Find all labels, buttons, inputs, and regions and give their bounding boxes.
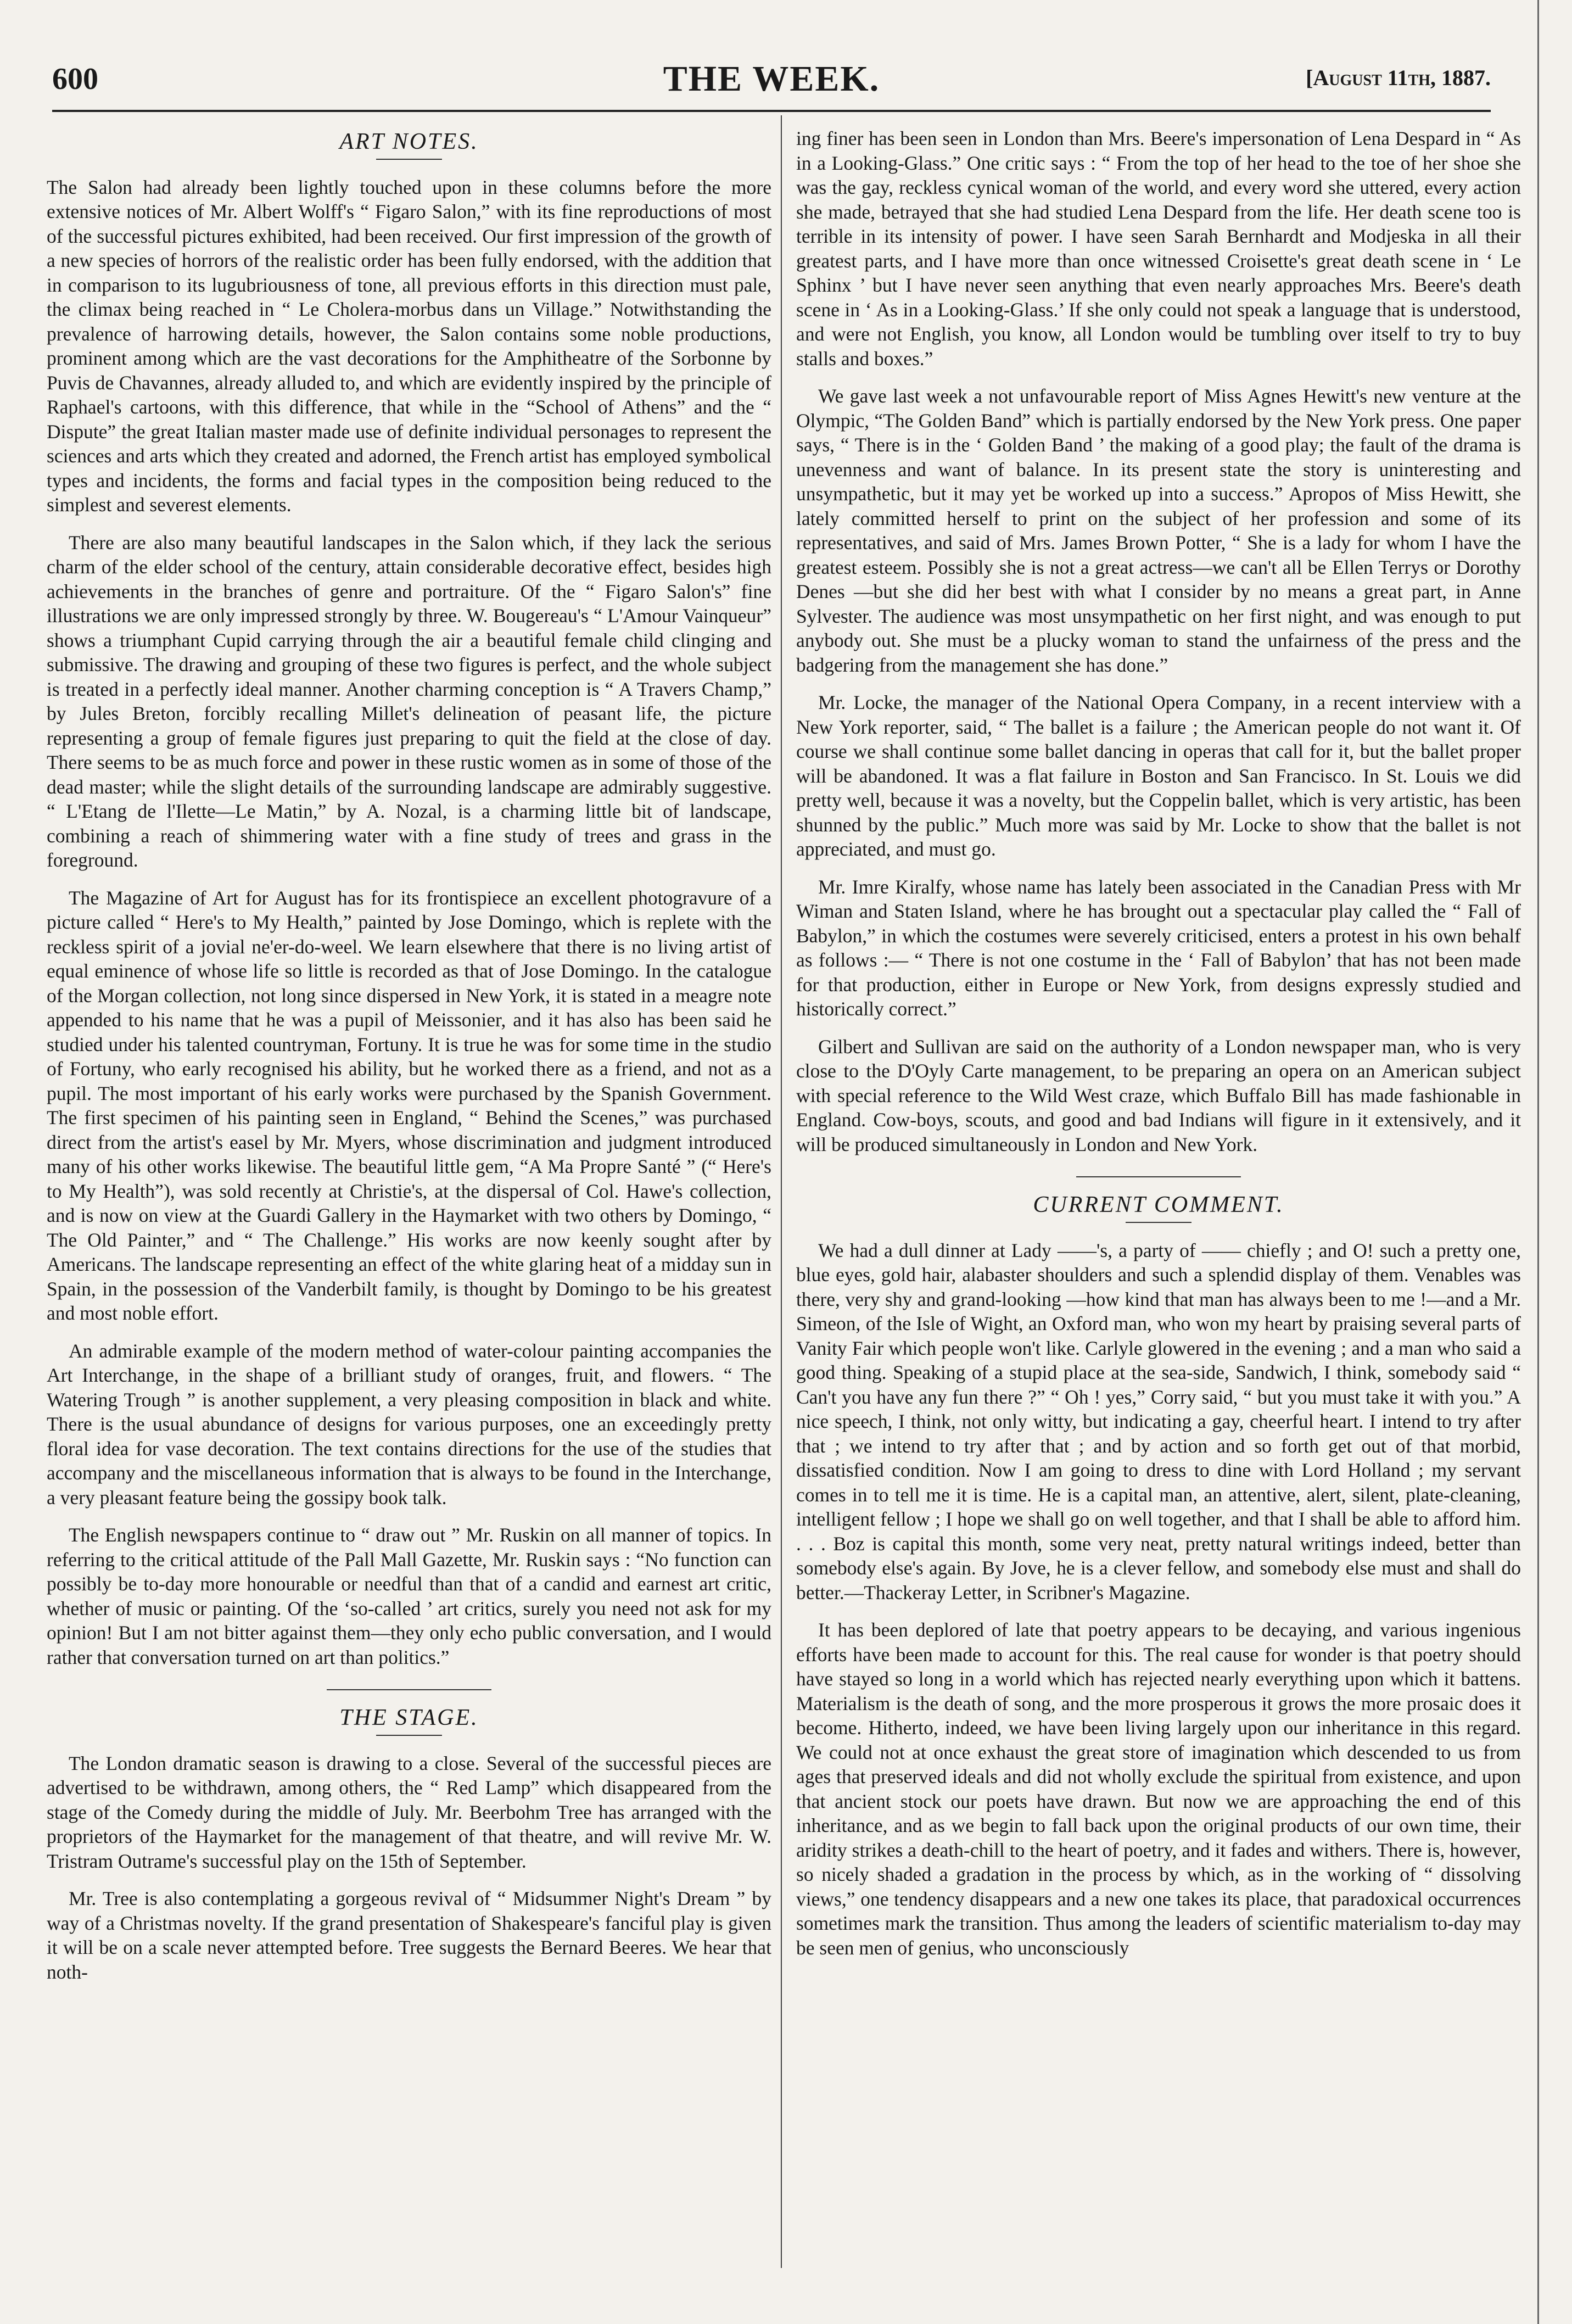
art-notes-title: ART NOTES. [339,129,479,154]
comment-paragraph: We had a dull dinner at Lady ——'s, a party of —— chiefly ; and O! such a pretty one, blue eyes, gold hair, alabaster shoulders and such a splendid display of them. Venables was there, very shy and grand-looking —how kind that man has always been to me !—and a Mr. Simeon, of the Isle of Wight, an Oxford man, who won my heart by praising several parts of Vanity Fair which people won't like. Carlyle glowered in the evening ; and a man who said a good thing. Speaking of a stupid place at the sea-side, Sandwich, I think, somebody said “ Can't you have any fun there ?” “ Oh ! yes,” Corry said, “ but you must take it with you.” A nice speech, I think, not only witty, but indicating a gay, cheerful heart. I intend to try after that ; we intend to try after that ; and by action and so forth get out of that morbid, dissatisfied condition. Now I am going to dress to dine with Lord Holland ; my servant comes in to tell me it is time. He is a capital man, an attentive, alert, silent, plate-cleaning, intelligent fellow ; I hope we shall go on well together, and that I shall be able to afford him. . . . Boz is capital this month, some very neat, pretty natural writings indeed, better than somebody else's again. By Jove, he is a clever fellow, and somebody else must and shall do better.—Thackeray Letter, in Scribner's Magazine. [796,1239,1521,1604]
section-rule [376,1735,442,1736]
section-rule [1126,1222,1191,1223]
journal-title: THE WEEK. [663,59,880,99]
right-column [796,126,1521,1973]
stage-paragraph: Mr. Tree is also contemplating a gorgeous revival of “ Midsummer Night's Dream ” by way of a Christmas novelty. If the grand presentation of Shakespeare's fanciful play is given it will be on a scale never attempted before. Tree suggests the Bernard Beeres. We hear that noth- [47,1887,771,1983]
column-divider [781,115,782,2268]
stage-paragraph: We gave last week a not unfavourable report of Miss Agnes Hewitt's new venture at the Olympic, “The Golden Band” which is partially endorsed by the New York press. One paper says, “ There is in the ‘ Golden Band ’ the making of a good play; the fault of the drama is unevenness and want of balance. In its present state the story is uninteresting and unsympathetic, but it may yet be worked up into a success.” Apropos of Miss Hewitt, she lately committed herself to print on the subject of her profession and some of its representatives, and said of Mrs. James Brown Potter, “ She is a lady for whom I have the greatest esteem. Possibly she is not a great actress—we can't all be Ellen Terrys or Dorothy Denes —but she did her best with what I consider by no means a great part, in Anne Sylvester. The audience was most unsympathetic on her first night, and was enough to put anybody out. She must be a plucky woman to stand the unfairness of the press and the badgering from the management she has done.” [796,385,1521,676]
section-divider [1076,1176,1241,1177]
stage-paragraph: The London dramatic season is drawing to a close. Several of the successful pieces are advertised to be withdrawn, among others, the “ Red Lamp” which disappeared from the stage of the Comedy during the middle of July. Mr. Beerbohm Tree has arranged with the proprietors of the Haymarket for the management of that theatre, and will revive Mr. W. Tristram Outrame's successful play on the 15th of September. [47,1752,771,1872]
page-number: 600 [52,62,98,96]
section-rule [376,159,442,160]
comment-paragraph: It has been deplored of late that poetry appears to be decaying, and various ingenious efforts have been made to account for this. The real cause for wonder is that poetry should have stayed so long in a world which has rejected nearly everything upon which it battens. Materialism is the death of song, and the more prosperous it grows the more prosaic does it become. Hitherto, indeed, we have been living largely upon our inheritance in this regard. We could not at once exhaust the great store of imagination which descended to us from ages that preserved ideals and did not wholly exclude the spiritual from existence, and upon that ancient stock our poets have drawn. But now we are approaching the end of this inheritance, and as we begin to fall back upon the original products of our own time, their aridity strikes a death-chill to the heart of poetry, and it fades and withers. There is, however, so nicely shaded a gradation in the process by which, as in the working of “ dissolving views,” one tendency disappears and a new one takes its place, that paradoxical occurrences sometimes mark the transition. Thus among the leaders of scientific materialism to-day may be seen men of genius, who unconsciously [796,1619,1521,1959]
current-comment-title: CURRENT COMMENT. [1033,1192,1284,1217]
the-stage-title: THE STAGE. [339,1705,479,1730]
header-rule [52,110,1491,112]
issue-date: [August 11th, 1887. [1306,65,1491,90]
art-notes-paragraph: The Salon had already been lightly touched upon in these columns before the more extensive notices of Mr. Albert Wolff's “ Figaro Salon,” with its fine reproductions of most of the successful pictures exhibited, had been received. Our first impression of the growth of a new species of horrors of the realistic order has been fully endorsed, with the addition that in comparison to its lugubriousness of tone, all previous efforts in this direction must pale, the climax being reached in “ Le Cholera-morbus dans un Village.” Notwithstanding the prevalence of harrowing details, however, the Salon contains some noble productions, prominent among which are the vast decorations for the Amphitheatre of the Sorbonne by Puvis de Chavannes, already alluded to, and which are evidently inspired by the principle of Raphael's cartoons, with this difference, that while in the “School of Athens” and the “ Dispute” the great Italian master made use of definite individual personages to represent the sciences and arts which they created and adorned, the French artist has employed symbolical types and incidents, the forms and facial types in the composition being reduced to the simplest and severest elements. [47,176,771,516]
page-edge-rule [1537,0,1539,2324]
section-divider [327,1689,491,1690]
left-column [47,126,771,1997]
stage-paragraph: Mr. Locke, the manager of the National Opera Company, in a recent interview with a New York reporter, said, “ The ballet is a failure ; the American people do not want it. Of course we shall continue some ballet dancing in operas that call for it, but the ballet proper will be abandoned. It was a flat failure in Boston and San Francisco. In St. Louis we did pretty well, because it was a novelty, but the Coppelin ballet, which is very artistic, has been shunned by the public.” Much more was said by Mr. Locke to show that the ballet is not appreciated, and must go. [796,691,1521,860]
page-header [52,59,1491,105]
art-notes-paragraph: The English newspapers continue to “ draw out ” Mr. Ruskin on all manner of topics. In referring to the critical attitude of the Pall Mall Gazette, Mr. Ruskin says : “No function can possibly be to-day more honourable or needful than that of a candid and earnest art critic, whether of music or painting. Of the ‘so-called ’ art critics, surely you need not ask for my opinion! But I am not bitter against them—they only echo public conversation, and I would rather that conversation turned on art than politics.” [47,1524,771,1668]
stage-paragraph-continued: ing finer has been seen in London than Mrs. Beere's impersonation of Lena Despard in “ As in a Looking-Glass.” One critic says : “ From the top of her head to the toe of her shoe she was the gay, reckless cynical woman of the world, and every word she uttered, every action she made, betrayed that she had studied Lena Despard from the life. Her death scene too is terrible in its intensity of power. I have seen Sarah Bernhardt and Modjeska in all their greatest parts, and I have more than once witnessed Croisette's great death scene in ‘ Le Sphinx ’ but I have never seen anything that even nearly approaches Mrs. Beere's death scene in ‘ As in a Looking-Glass.’ If she only could not speak a language that is understood, and were not English, you know, all London would be tumbling over itself to try to buy stalls and boxes.” [796,127,1521,370]
art-notes-paragraph: An admirable example of the modern method of water-colour painting accompanies the Art Interchange, in the shape of a brilliant study of oranges, fruit, and flowers. “ The Watering Trough ” is another supplement, a very pleasing composition in black and white. There is the usual abundance of designs for various purposes, one an exceedingly pretty floral idea for vase decoration. The text contains directions for the use of the studies that accompany and the miscellaneous information that is always to be found in the Interchange, a very pleasant feature being the gossipy book talk. [47,1339,771,1509]
art-notes-paragraph: There are also many beautiful landscapes in the Salon which, if they lack the serious charm of the elder school of the century, attain considerable decorative effect, besides high achievements in the branches of genre and portraiture. Of the “ Figaro Salon's” fine illustrations we are only impressed strongly by three. W. Bougereau's “ L'Amour Vainqueur” shows a triumphant Cupid carrying through the air a beautiful female child clinging and submissive. The drawing and grouping of these two figures is perfect, and the whole subject is treated in a perfectly ideal manner. Another charming conception is “ A Travers Champ,” by Jules Breton, forcibly recalling Millet's delineation of peasant life, the picture representing a group of female figures just preparing to quit the field at the close of day. There seems to be as much force and power in these rustic women as in some of those of the dead master; while the slight details of the surrounding landscape are admirably suggestive. “ L'Etang de l'Ilette—Le Matin,” by A. Nozal, is a charming little bit of landscape, combining a reach of shimmering water with a fine study of trees and grass in the foreground. [47,531,771,871]
stage-paragraph: Mr. Imre Kiralfy, whose name has lately been associated in the Canadian Press with Mr Wiman and Staten Island, where he has brought out a spectacular play called the “ Fall of Babylon,” in which the costumes were severely criticised, enters a protest in his own behalf as follows :— “ There is not one costume in the ‘ Fall of Babylon’ that has not been made for that production, either in Europe or New York, from designs expressly studied and historically correct.” [796,875,1521,1020]
stage-paragraph: Gilbert and Sullivan are said on the authority of a London newspaper man, who is very close to the D'Oyly Carte management, to be preparing an opera on an American subject with special reference to the Wild West craze, which Buffalo Bill has made fashionable in England. Cow-boys, scouts, and good and bad Indians will figure in it extensively, and it will be produced simultaneously in London and New York. [796,1035,1521,1155]
art-notes-paragraph: The Magazine of Art for August has for its frontispiece an excellent photogravure of a picture called “ Here's to My Health,” painted by Jose Domingo, which is replete with the reckless spirit of a jovial ne'er-do-weel. We learn elsewhere that there is no living artist of equal eminence of whose life so little is recorded as that of Jose Domingo. In the catalogue of the Morgan collection, not long since dispersed in New York, it is stated in a meagre note appended to his name that he was a pupil of Meissonier, and it has also has been said he studied under his talented countryman, Fortuny. It is true he was for some time in the studio of Fortuny, who early recognised his ability, but he worked there as a friend, and not as a pupil. The most important of his early works were purchased by the Spanish Government. The first specimen of his painting seen in England, “ Behind the Scenes,” was purchased direct from the artist's easel by Mr. Myers, whose discrimination and judgment introduced many of his other works likewise. The beautiful little gem, “A Ma Propre Santé ” (“ Here's to My Health”), was sold recently at Christie's, at the dispersal of Col. Hawe's collection, and is now on view at the Guardi Gallery in the Haymarket with two others by Domingo, “ The Old Painter,” and “ The Challenge.” His works are now keenly sought after by Americans. The landscape representing an effect of the white glaring heat of a midday sun in Spain, in the possession of the Vanderbilt family, is thought by Domingo to be his greatest and most noble effort. [47,886,771,1324]
